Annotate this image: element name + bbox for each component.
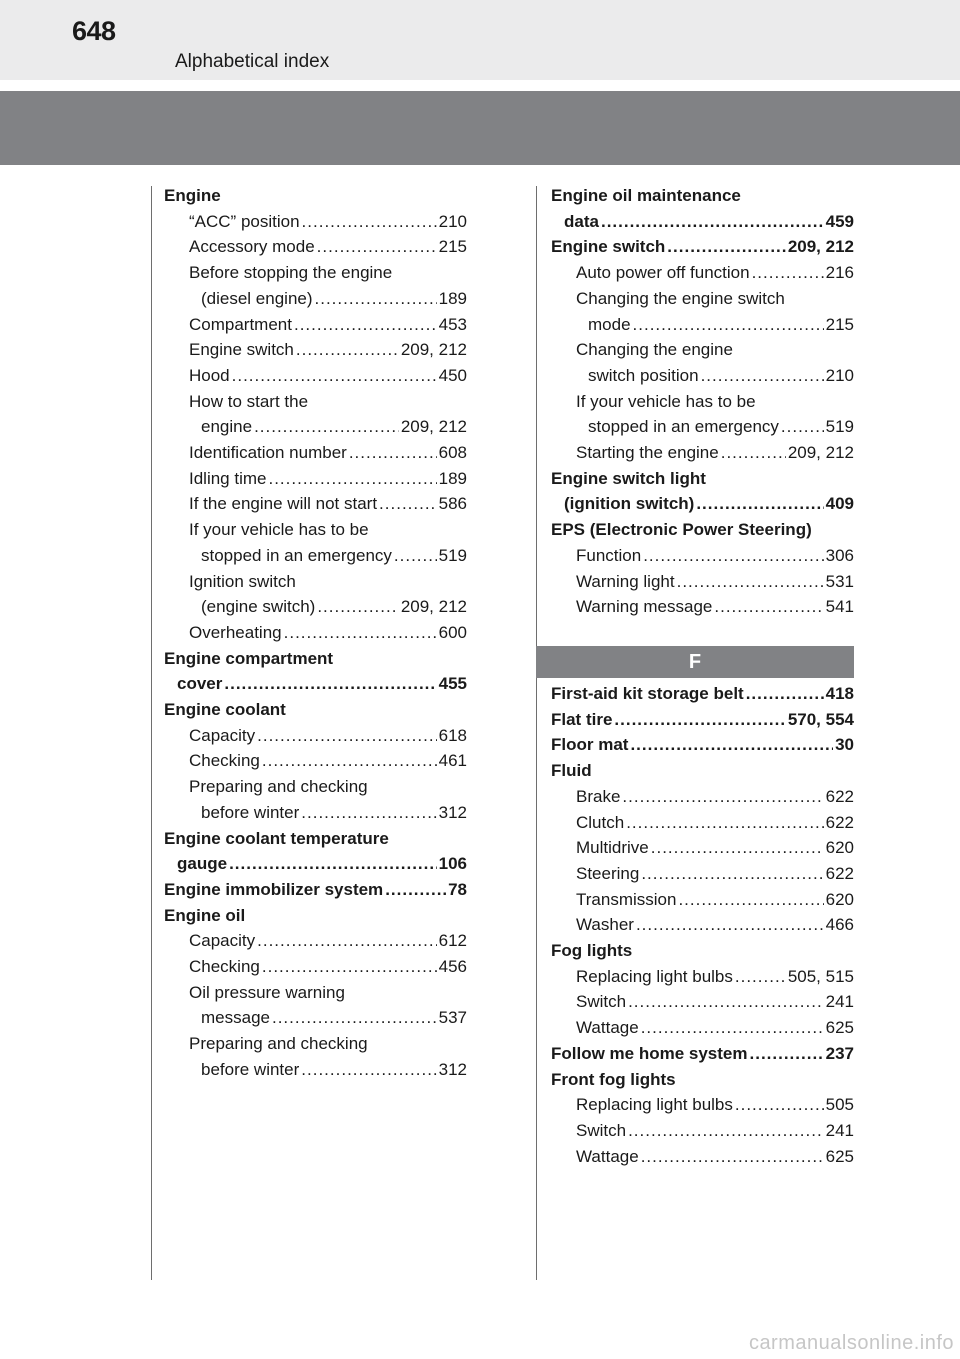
index-entry xyxy=(551,1038,854,1064)
entry-term: Wattage xyxy=(576,1018,639,1038)
leader-dots xyxy=(701,366,824,386)
index-entry xyxy=(189,1028,368,1054)
index-entry xyxy=(201,411,467,437)
index-entry xyxy=(189,566,296,592)
index-entry xyxy=(588,309,854,335)
entry-term: Front fog lights xyxy=(551,1069,676,1089)
entry-term: data xyxy=(564,211,599,231)
index-entry xyxy=(576,566,854,592)
entry-term: Engine switch light xyxy=(551,468,706,488)
entry-term: Fog lights xyxy=(551,941,633,960)
page-title: Alphabetical index xyxy=(175,51,330,72)
leader-dots xyxy=(385,880,446,900)
index-entry xyxy=(201,1002,467,1028)
index-entry xyxy=(164,823,389,849)
entry-term: Before stopping the engine xyxy=(189,263,393,283)
entry-term: Auto power off function xyxy=(576,263,750,283)
page-number: 648 xyxy=(72,16,116,46)
leader-dots xyxy=(301,803,436,823)
leader-dots xyxy=(262,957,437,977)
entry-term: Warning message xyxy=(576,597,713,617)
leader-dots xyxy=(394,546,437,566)
entry-page-ref: 531 xyxy=(825,571,854,591)
entry-term: Starting the engine xyxy=(576,443,719,462)
leader-dots xyxy=(636,915,824,935)
entry-page-ref: 210 xyxy=(825,365,854,385)
entry-term: Brake xyxy=(576,786,621,806)
leader-dots xyxy=(268,469,436,489)
entry-term: Wattage xyxy=(576,1146,639,1166)
center-column-divider xyxy=(536,186,537,1280)
index-entry xyxy=(189,771,368,797)
entry-term: before winter xyxy=(201,1059,300,1079)
entry-page-ref: 461 xyxy=(438,751,467,771)
entry-page-ref: 30 xyxy=(835,735,854,755)
index-entry xyxy=(576,591,854,617)
entry-term: Replacing light bulbs xyxy=(576,966,733,986)
entry-term: stopped in an emergency xyxy=(588,417,779,437)
leader-dots xyxy=(633,315,824,335)
index-entry xyxy=(564,206,854,232)
header-band xyxy=(0,91,960,165)
index-entry xyxy=(201,540,467,566)
entry-page-ref: 570, 554 xyxy=(787,709,854,729)
index-entry xyxy=(564,488,854,514)
index-entry xyxy=(551,678,854,704)
entry-term: Capacity xyxy=(189,931,256,951)
watermark-text: carmanualsonline.info xyxy=(748,1332,954,1354)
index-entry xyxy=(189,977,345,1003)
entry-term: If your vehicle has to be xyxy=(576,391,756,411)
entry-term: Preparing and checking xyxy=(189,1034,368,1054)
index-entry xyxy=(189,463,467,489)
entry-term: Replacing light bulbs xyxy=(576,1095,733,1115)
leader-dots xyxy=(630,735,833,755)
entry-page-ref: 505 xyxy=(825,1095,854,1115)
index-entry xyxy=(576,283,785,309)
leader-dots xyxy=(746,684,824,704)
index-entry xyxy=(576,1012,854,1038)
leader-dots xyxy=(628,992,824,1012)
entry-term: Flat tire xyxy=(551,709,613,729)
entry-term: Overheating xyxy=(189,622,282,642)
index-entry xyxy=(588,411,854,437)
entry-page-ref: 622 xyxy=(825,863,854,883)
entry-page-ref: 456 xyxy=(438,957,467,976)
index-entry xyxy=(551,755,592,781)
entry-term: Switch xyxy=(576,1120,627,1140)
entry-term: Engine coolant xyxy=(164,700,286,719)
entry-page-ref: 519 xyxy=(825,417,854,437)
leader-dots xyxy=(641,1018,824,1038)
entry-page-ref: 189 xyxy=(438,468,467,488)
entry-page-ref: 237 xyxy=(825,1043,854,1063)
leader-dots xyxy=(272,1008,437,1028)
index-entry xyxy=(551,463,706,489)
leader-dots xyxy=(752,263,824,283)
entry-page-ref: 409 xyxy=(825,494,854,514)
entry-page-ref: 241 xyxy=(825,992,854,1012)
entry-page-ref: 216 xyxy=(825,263,854,283)
entry-page-ref: 215 xyxy=(825,314,854,334)
entry-page-ref: 209, 212 xyxy=(787,443,854,462)
entry-page-ref: 600 xyxy=(438,622,467,642)
index-entry xyxy=(576,909,854,935)
entry-term: Checking xyxy=(189,957,260,976)
leader-dots xyxy=(315,289,437,309)
index-entry xyxy=(177,848,467,874)
entry-term: Identification number xyxy=(189,443,347,462)
index-entry xyxy=(164,900,245,926)
index-entry xyxy=(189,951,467,977)
leader-dots xyxy=(721,443,786,463)
entry-page-ref: 189 xyxy=(438,288,467,308)
leader-dots xyxy=(643,546,823,566)
index-entry xyxy=(189,360,467,386)
index-entry xyxy=(201,591,467,617)
leader-dots xyxy=(677,572,824,592)
left-column-divider xyxy=(151,186,152,1280)
entry-page-ref: 450 xyxy=(438,365,467,385)
entry-term: Switch xyxy=(576,992,627,1012)
leader-dots xyxy=(296,340,399,360)
index-entry xyxy=(576,832,854,858)
section-letter: F xyxy=(688,650,702,673)
leader-dots xyxy=(781,417,824,437)
index-entry xyxy=(201,283,467,309)
entry-page-ref: 459 xyxy=(825,211,854,231)
entry-term: Engine xyxy=(164,186,221,205)
index-entry xyxy=(551,231,854,257)
entry-page-ref: 466 xyxy=(825,915,854,935)
entry-term: Washer xyxy=(576,915,634,935)
index-entry xyxy=(576,437,854,463)
index-entry xyxy=(551,514,812,540)
leader-dots xyxy=(601,212,824,232)
leader-dots xyxy=(349,443,437,463)
leader-dots xyxy=(301,1060,436,1080)
entry-term: Engine switch xyxy=(551,237,666,257)
entry-page-ref: 537 xyxy=(438,1008,467,1028)
entry-term: Engine coolant temperature xyxy=(164,828,389,848)
leader-dots xyxy=(254,417,399,437)
index-entry xyxy=(189,720,467,746)
leader-dots xyxy=(735,967,786,987)
index-entry xyxy=(164,180,221,206)
leader-dots xyxy=(229,854,437,874)
leader-dots xyxy=(614,710,785,730)
entry-term: Floor mat xyxy=(551,735,629,755)
entry-term: Changing the engine switch xyxy=(576,288,785,308)
entry-term: Checking xyxy=(189,751,260,771)
leader-dots xyxy=(641,1147,824,1167)
index-entry xyxy=(189,386,308,412)
entry-term: How to start the xyxy=(189,391,309,411)
leader-dots xyxy=(626,813,823,833)
leader-dots xyxy=(224,674,436,694)
entry-term: Compartment xyxy=(189,314,292,334)
entry-term: stopped in an emergency xyxy=(201,545,392,565)
entry-page-ref: 78 xyxy=(448,879,467,899)
entry-term: Engine switch xyxy=(189,340,294,360)
leader-dots xyxy=(232,366,437,386)
entry-term: Steering xyxy=(576,863,640,883)
entry-page-ref: 209, 212 xyxy=(787,237,854,257)
entry-page-ref: 210 xyxy=(438,211,467,231)
leader-dots xyxy=(714,597,823,617)
entry-page-ref: 312 xyxy=(438,1059,467,1079)
entry-page-ref: 312 xyxy=(438,802,467,822)
entry-page-ref: 620 xyxy=(825,838,854,858)
entry-term: Follow me home system xyxy=(551,1043,748,1063)
leader-dots xyxy=(696,494,823,514)
index-entry xyxy=(189,206,467,232)
index-entry xyxy=(551,729,854,755)
entry-term: Engine oil maintenance xyxy=(551,186,741,205)
index-entry xyxy=(551,180,741,206)
entry-term: Fluid xyxy=(551,761,592,781)
entry-page-ref: 209, 212 xyxy=(400,417,467,437)
entry-term: Warning light xyxy=(576,571,675,591)
entry-page-ref: 612 xyxy=(438,931,467,951)
entry-page-ref: 625 xyxy=(825,1018,854,1038)
entry-term: Engine compartment xyxy=(164,648,334,668)
entry-page-ref: 505, 515 xyxy=(787,966,854,986)
entry-term: Ignition switch xyxy=(189,571,296,591)
entry-term: (ignition switch) xyxy=(564,494,695,514)
leader-dots xyxy=(262,751,437,771)
leader-dots xyxy=(651,838,824,858)
entry-page-ref: 625 xyxy=(825,1146,854,1166)
header-bar xyxy=(0,0,960,80)
entry-term: Clutch xyxy=(576,812,625,832)
entry-page-ref: 209, 212 xyxy=(400,597,467,617)
leader-dots xyxy=(750,1044,824,1064)
entry-term: switch position xyxy=(588,365,699,385)
entry-page-ref: 586 xyxy=(438,494,467,514)
leader-dots xyxy=(257,931,436,951)
index-entry xyxy=(189,231,467,257)
index-entry xyxy=(551,935,632,961)
index-entry xyxy=(189,309,467,335)
index-entry xyxy=(576,961,854,987)
entry-page-ref: 620 xyxy=(825,889,854,909)
index-entry xyxy=(189,257,392,283)
entry-term: Accessory mode xyxy=(189,237,315,257)
index-entry xyxy=(576,334,733,360)
leader-dots xyxy=(257,726,436,746)
entry-page-ref: 622 xyxy=(825,786,854,806)
entry-term: Engine immobilizer system xyxy=(164,879,384,899)
leader-dots xyxy=(317,597,398,617)
entry-term: engine xyxy=(201,417,253,437)
entry-term: mode xyxy=(588,314,631,334)
entry-term: Capacity xyxy=(189,725,256,745)
index-entry xyxy=(189,488,467,514)
index-entry xyxy=(189,745,467,771)
index-entry xyxy=(576,858,854,884)
entry-term: Hood xyxy=(189,365,230,385)
index-entry xyxy=(164,694,286,720)
entry-page-ref: 453 xyxy=(438,314,467,334)
entry-term: If your vehicle has to be xyxy=(189,520,369,540)
entry-term: If the engine will not start xyxy=(189,494,378,514)
index-entry xyxy=(177,668,467,694)
entry-term: Preparing and checking xyxy=(189,777,368,797)
entry-term: First-aid kit storage belt xyxy=(551,684,744,703)
leader-dots xyxy=(628,1121,824,1141)
entry-term: Idling time xyxy=(189,468,267,488)
index-entry xyxy=(576,386,756,412)
index-entry xyxy=(189,925,467,951)
leader-dots xyxy=(678,890,823,910)
entry-term: “ACC” position xyxy=(189,211,300,231)
leader-dots xyxy=(284,623,437,643)
index-entry xyxy=(576,257,854,283)
entry-page-ref: 608 xyxy=(438,443,467,462)
entry-page-ref: 455 xyxy=(438,674,467,694)
entry-page-ref: 541 xyxy=(825,597,854,617)
index-entry xyxy=(588,360,854,386)
section-header-f xyxy=(536,646,854,678)
index-entry xyxy=(164,874,467,900)
leader-dots xyxy=(622,787,823,807)
index-entry xyxy=(189,334,467,360)
entry-page-ref: 519 xyxy=(438,545,467,565)
leader-dots xyxy=(294,315,437,335)
index-entry xyxy=(201,797,467,823)
entry-term: (diesel engine) xyxy=(201,288,313,308)
entry-page-ref: 618 xyxy=(438,725,467,745)
index-entry xyxy=(551,704,854,730)
entry-term: Multidrive xyxy=(576,838,649,858)
leader-dots xyxy=(641,864,823,884)
entry-term: Oil pressure warning xyxy=(189,982,345,1002)
entry-term: message xyxy=(201,1008,270,1028)
index-entry xyxy=(189,514,369,540)
entry-term: Changing the engine xyxy=(576,340,733,360)
entry-page-ref: 418 xyxy=(825,684,854,703)
entry-term: Transmission xyxy=(576,889,677,909)
leader-dots xyxy=(379,494,437,514)
entry-page-ref: 622 xyxy=(825,812,854,832)
entry-term: Function xyxy=(576,545,642,565)
index-entry xyxy=(189,437,467,463)
index-entry xyxy=(576,781,854,807)
index-entry xyxy=(551,1064,676,1090)
entry-page-ref: 209, 212 xyxy=(400,340,467,360)
index-entry xyxy=(164,643,333,669)
index-entry xyxy=(576,884,854,910)
leader-dots xyxy=(735,1095,824,1115)
entry-page-ref: 241 xyxy=(825,1120,854,1140)
entry-term: EPS (Electronic Power Steering) xyxy=(551,520,812,540)
entry-page-ref: 306 xyxy=(825,545,854,565)
leader-dots xyxy=(667,237,786,257)
index-entry xyxy=(576,1089,854,1115)
index-entry xyxy=(189,617,467,643)
index-entry xyxy=(201,1054,467,1080)
index-entry xyxy=(576,1141,854,1167)
index-entry xyxy=(576,986,854,1012)
index-entry xyxy=(576,1115,854,1141)
entry-page-ref: 106 xyxy=(438,854,467,874)
entry-term: Engine oil xyxy=(164,905,246,925)
entry-page-ref: 215 xyxy=(438,237,467,257)
leader-dots xyxy=(317,237,437,257)
entry-term: cover xyxy=(177,674,223,694)
leader-dots xyxy=(302,212,437,232)
entry-term: before winter xyxy=(201,802,300,822)
index-entry xyxy=(576,540,854,566)
index-entry xyxy=(576,807,854,833)
entry-term: (engine switch) xyxy=(201,597,316,617)
entry-term: gauge xyxy=(177,854,228,874)
